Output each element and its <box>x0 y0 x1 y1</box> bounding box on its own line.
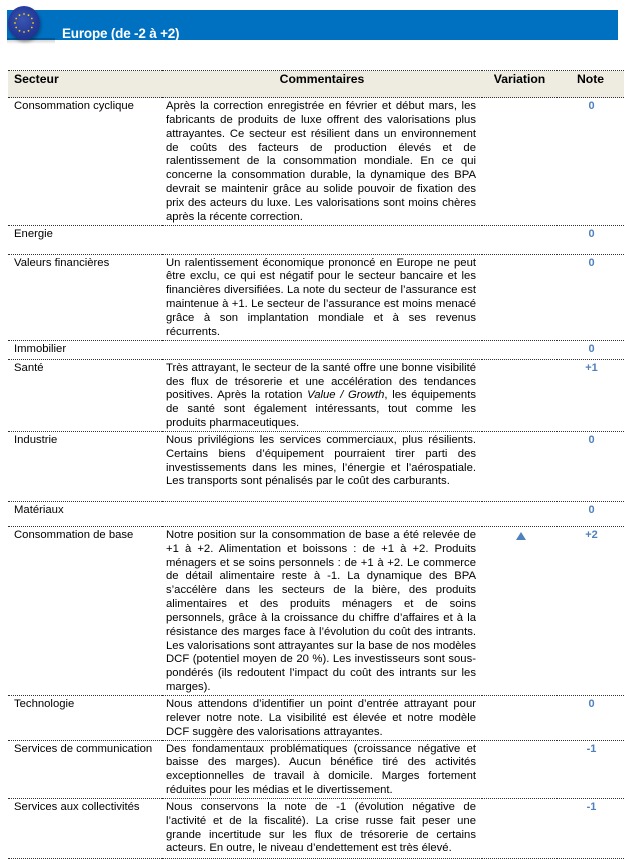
sector-name: Immobilier <box>8 340 162 359</box>
sector-note: 0 <box>557 501 624 526</box>
sector-note: 0 <box>557 431 624 501</box>
table-row <box>8 431 624 501</box>
sector-variation <box>482 696 557 741</box>
sector-variation <box>482 740 557 798</box>
sector-comment <box>162 225 482 254</box>
sector-comment: Des fondamentaux problématiques (croissance négative et baisse des marges). Aucun bénéfice tiré des activités exceptionnelles de travail à domicile. Marges fortement réduites pour les médias et le divertissement. <box>162 740 482 798</box>
sector-name: Industrie <box>8 431 162 501</box>
table-row <box>8 359 624 431</box>
sector-name: Technologie <box>8 696 162 741</box>
comment-text: Très attrayant, le secteur de la santé offre une bonne visibilité des flux de trésorerie et une accélération des tendances positives. Après la rotation <box>166 361 476 402</box>
sector-variation <box>482 340 557 359</box>
sector-variation <box>482 254 557 340</box>
sector-variation <box>482 431 557 501</box>
table-header-row <box>8 71 624 98</box>
sector-variation <box>482 501 557 526</box>
column-header-commentaires: Commentaires <box>162 71 482 98</box>
table-row <box>8 340 624 359</box>
table-row <box>8 254 624 340</box>
sector-name: Matériaux <box>8 501 162 526</box>
sector-comment: Nous privilégions les services commerciaux, plus résilients. Certains biens d’équipement pourraient tirer parti des investissements dans les mines, l’énergie et l’aérospatiale. Les transports sont pénalisés par le coût des carburants. <box>162 431 482 501</box>
sector-note: -1 <box>557 798 624 858</box>
sector-note: 0 <box>557 98 624 226</box>
column-header-note: Note <box>557 71 624 98</box>
column-header-secteur: Secteur <box>8 71 162 98</box>
sector-comment: Après la correction enregistrée en février et début mars, les fabricants de produits de luxe offrent des valorisations plus attrayantes. Ce secteur est résilient dans un environnement de coûts des facteurs de production élevés et de ralentissement de la consommation mondiale. En ce qui concerne la consommation durable, la dynamique des BPA devrait se maintenir grâce au solide pouvoir de fixation des prix des acteurs du luxe. Les valorisations sont moins chères après la récente correction. <box>162 98 482 226</box>
triangle-up-icon <box>516 532 526 540</box>
sector-note: 0 <box>557 340 624 359</box>
sector-comment <box>162 340 482 359</box>
table-row <box>8 696 624 741</box>
sector-note: +2 <box>557 526 624 695</box>
table-row <box>8 740 624 798</box>
sector-note: 0 <box>557 225 624 254</box>
comment-text: , les équipements de santé sont également intéressants, tout comme les produits pharmaceutiques. <box>166 389 476 430</box>
column-header-variation: Variation <box>482 71 557 98</box>
sector-variation <box>482 225 557 254</box>
sector-name: Services aux collectivités <box>8 798 162 858</box>
sector-comment: Notre position sur la consommation de base a été relevée de +1 à +2. Alimentation et boissons : de +1 à +2. Produits ménagers et se soins personnels : de +1 à +2. Le commerce de détail alimentaire reste à -1. La dynamique des BPA s’accélère dans les secteurs de la bière, des produits alimentaires et des produits ménagers et de soins personnels, grâce à la croissance du chiffre d’affaires et à la résistance des marges face à l’évolution du coût des intrants. Les valorisations sont attrayantes sur la base de nos modèles DCF (potentiel moyen de 20 %). Les investisseurs sont sous-pondérés (ils redoutent l’impact du coût des intrants sur les marges). <box>162 526 482 695</box>
eu-flag-icon <box>8 6 40 40</box>
section-banner <box>7 10 618 40</box>
sector-comment: Nous attendons d’identifier un point d’entrée attrayant pour relever notre note. La visibilité est élevée et notre modèle DCF suggère des valorisations attrayantes. <box>162 696 482 741</box>
sector-comment <box>162 359 482 431</box>
sector-ratings-table <box>8 70 624 859</box>
sector-note: +1 <box>557 359 624 431</box>
table-row <box>8 225 624 254</box>
sector-name: Santé <box>8 359 162 431</box>
sector-comment <box>162 501 482 526</box>
sector-name: Energie <box>8 225 162 254</box>
sector-name: Consommation de base <box>8 526 162 695</box>
sector-variation <box>482 359 557 431</box>
eu-stars <box>14 13 34 33</box>
table-row <box>8 98 624 226</box>
sector-note: -1 <box>557 740 624 798</box>
sector-name: Valeurs financières <box>8 254 162 340</box>
table-row <box>8 501 624 526</box>
sector-variation <box>482 526 557 695</box>
sector-comment: Nous conservons la note de -1 (évolution négative de l’activité et de la fiscalité). La crise russe fait peser une grande incertitude sur les flux de trésorerie de certains acteurs. En outre, le niveau d’endettement est très élevé. <box>162 798 482 858</box>
sector-note: 0 <box>557 254 624 340</box>
sector-name: Services de communication <box>8 740 162 798</box>
sector-comment: Un ralentissement économique prononcé en Europe ne peut être exclu, ce qui est négatif pour le secteur bancaire et les financières diversifiées. La note du secteur de l’assurance est maintenue à +1. Le secteur de l’assurance est moins menacé grâce à son implantation mondiale et à ses revenus récurrents. <box>162 254 482 340</box>
sector-name: Consommation cyclique <box>8 98 162 226</box>
sector-note: 0 <box>557 696 624 741</box>
sector-variation <box>482 98 557 226</box>
sector-variation <box>482 798 557 858</box>
table-row <box>8 526 624 695</box>
comment-emphasis: Value / Growth <box>307 389 385 402</box>
section-title: Europe (de -2 à +2) <box>62 26 180 41</box>
table-row <box>8 798 624 858</box>
